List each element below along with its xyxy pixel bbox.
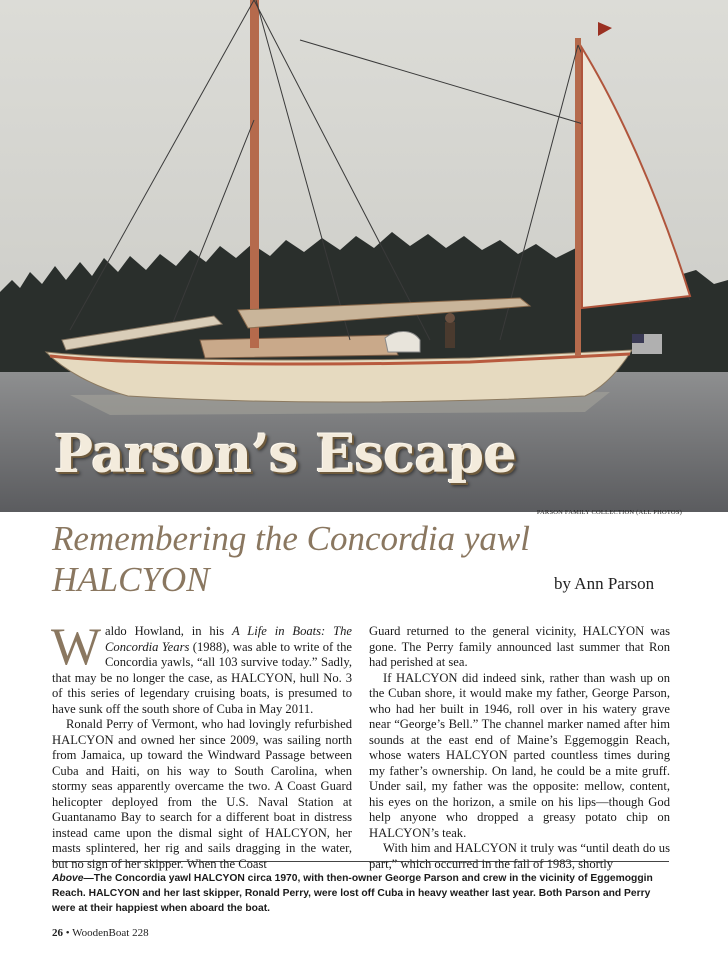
crew-head <box>445 313 455 323</box>
crew-figure <box>445 322 455 348</box>
byline: by Ann Parson <box>554 574 655 593</box>
paragraph-1: Waldo Howland, in his A Life in Boats: The Concordia Years (1988), was able to write of the Concordia yawls, “all 103 survive today.” Sadly, that may be no longer the case, as HALCYON, hull No. 3 of this series of legendary cruising boats, is presumed to have sunk off the south shore of Cuba in May 2011. <box>51 618 352 716</box>
caption-divider <box>52 861 669 862</box>
footer-bullet: • <box>65 927 70 939</box>
main-mast <box>250 0 259 348</box>
article-headline: Parson’s Escape <box>54 424 517 485</box>
body-column-1 <box>51 618 352 872</box>
dodger <box>385 332 420 353</box>
body-column-2 <box>369 624 670 872</box>
mizzen-mast <box>575 38 581 356</box>
drop-cap: W <box>51 618 102 676</box>
magazine-issue: WoodenBoat 228 <box>72 927 149 939</box>
paragraph-2: Ronald Perry of Vermont, who had lovingly refurbished HALCYON and owned her since 2009, was sailing north from Jamaica, up toward the Windward Passage between Cuba and Haiti, on his way to South Carolina, when stormy seas apparently overcame the two. A Coast Guard helicopter deployed from the U.S. Naval Station at Guantanamo Bay to search for a different boat in distress instead came upon the dismal sight of HALCYON, her masts splintered, her rig and sails dragging in the water, but no sign of her skipper. When the Coast <box>52 717 352 871</box>
article-deck: Remembering the Concordia yawl HALCYON <box>52 519 530 599</box>
photo-caption <box>52 871 671 916</box>
page-number: 26 <box>52 927 63 939</box>
page-footer <box>52 927 149 939</box>
book-title: A Life in Boats: The Concordia Years <box>105 624 352 654</box>
caption-text: —The Concordia yawl HALCYON circa 1970, with then-owner George Parson and crew in the vicinity of Eggemoggin Reach. HALCYON and her last skipper, Ronald Perry, were lost off Cuba in heavy weather last year. Both Parson and Perry were at their happiest when aboard the boat. <box>52 873 653 914</box>
paragraph-5: With him and HALCYON it truly was “until death do us part,” which occurred in the fall of 1983, shortly <box>369 841 670 871</box>
caption-lead: Above <box>52 873 84 884</box>
photo-credit: PARSON FAMILY COLLECTION (ALL PHOTOS) <box>536 509 682 516</box>
paragraph-4: If HALCYON did indeed sink, rather than wash up on the Cuban shore, it would make my father, George Parson, who had her built in 1946, roll over in his watery grave near “George’s Bell.” The channel marker named after him sounds at the east end of Maine’s Eggemoggin Reach, whose waters HALCYON parted countless times during my father’s ownership. On land, he could be a mite gruff. Under sail, my father was the opposite: mellow, content, his eyes on the horizon, a smile on his lips—though God help anyone who dropped a greasy potato chip on HALCYON’s teak. <box>369 670 670 840</box>
paragraph-3: Guard returned to the general vicinity, HALCYON was gone. The Perry family announced last summer that Ron had perished at sea. <box>369 624 670 669</box>
